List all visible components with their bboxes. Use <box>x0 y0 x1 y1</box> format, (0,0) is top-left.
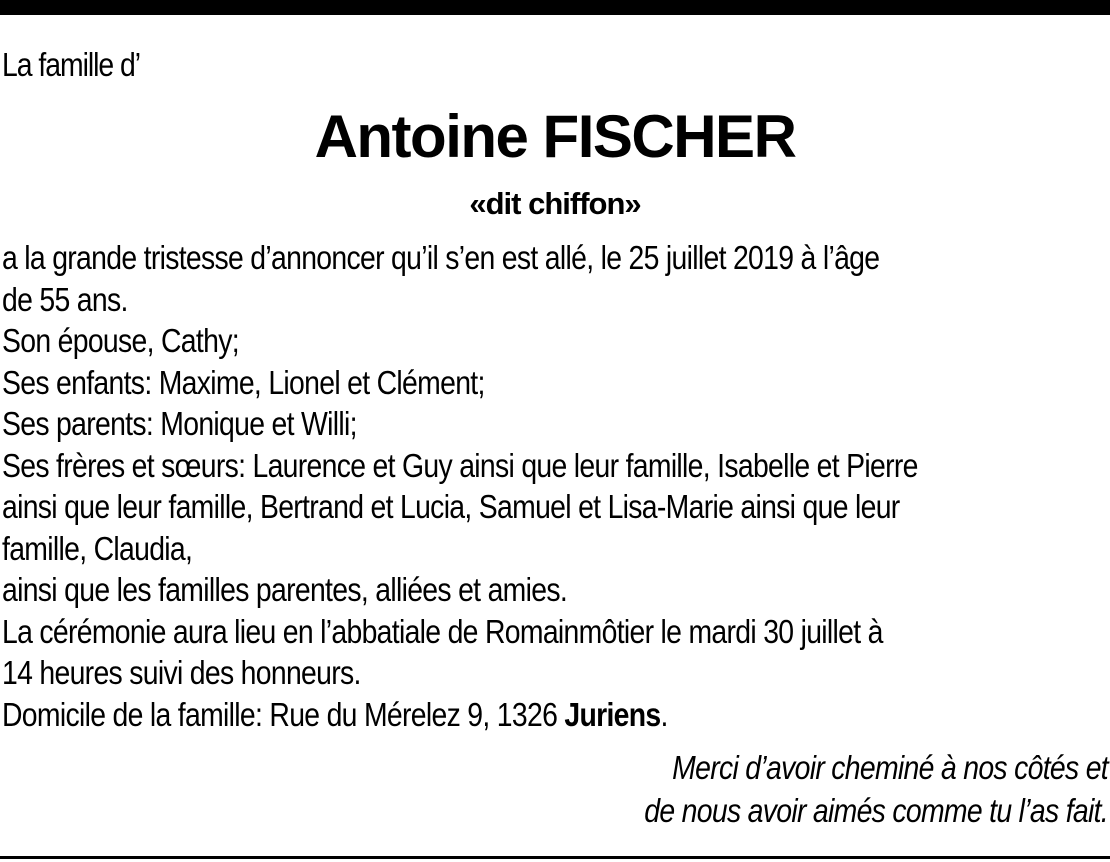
domicile-address: Domicile de la famille: Rue du Mérelez 9, 1326 <box>2 695 565 733</box>
domicile-line <box>2 694 1108 736</box>
closing-line: Merci d’avoir cheminé à nos côtés et <box>672 749 1108 786</box>
deceased-name: Antoine FISCHER <box>314 103 796 170</box>
intro-text: La famille d’ <box>2 46 141 83</box>
body-line: de 55 ans. <box>2 280 128 318</box>
closing-quote <box>7 746 1108 832</box>
domicile-town: Juriens <box>564 695 661 733</box>
body-line: Son épouse, Cathy; <box>2 322 239 359</box>
closing-line: de nous avoir aimés comme tu l’as fait. <box>644 792 1108 829</box>
body-line: La cérémonie aura lieu en l’abbatiale de Romainmôtier le mardi 30 juillet à <box>2 612 883 650</box>
domicile-suffix: . <box>660 695 668 733</box>
bottom-rule <box>0 856 1110 859</box>
deceased-nickname: «dit chiffon» <box>469 186 641 221</box>
body-line: famille, Claudia, <box>2 529 193 567</box>
body-line: 14 heures suivi des honneurs. <box>2 654 361 691</box>
body-line: a la grande tristesse d’annoncer qu’il s’en est allé, le 25 juillet 2019 à l’âge <box>2 239 880 276</box>
body-line: Ses parents: Monique et Willi; <box>2 405 357 442</box>
top-rule <box>0 0 1110 15</box>
body-line: ainsi que leur famille, Bertrand et Lucia, Samuel et Lisa-Marie ainsi que leur <box>2 488 900 525</box>
announcement-body <box>2 237 1108 735</box>
body-line: Ses enfants: Maxime, Lionel et Clément; <box>2 363 485 401</box>
body-line: ainsi que les familles parentes, alliées et amies. <box>2 571 568 608</box>
body-line: Ses frères et sœurs: Laurence et Guy ainsi que leur famille, Isabelle et Pierre <box>2 446 918 484</box>
